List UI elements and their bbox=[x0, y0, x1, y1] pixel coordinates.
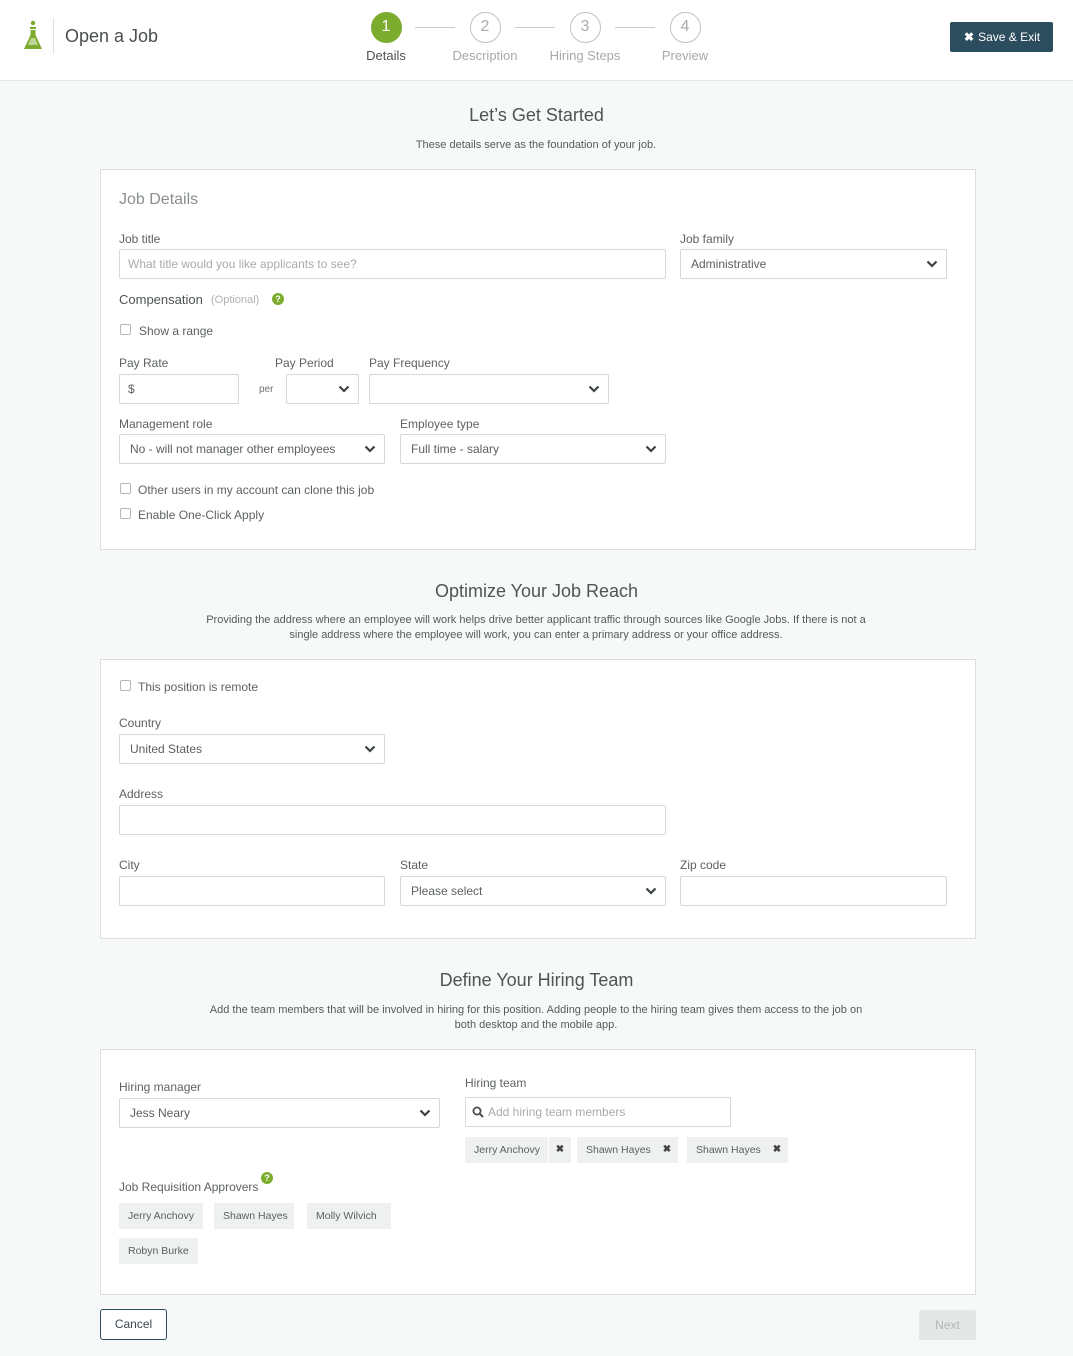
address-label: Address bbox=[119, 787, 164, 801]
page-title: Open a Job bbox=[65, 26, 159, 46]
chevron-down-icon bbox=[645, 444, 657, 454]
employee-type-select[interactable] bbox=[400, 434, 666, 464]
chevron-down-icon bbox=[588, 384, 600, 394]
pay-rate-label: Pay Rate bbox=[119, 356, 169, 370]
close-icon[interactable]: ✖ bbox=[766, 1137, 788, 1163]
clone-label: Other users in my account can clone this job bbox=[138, 483, 375, 497]
approver-chip: Robyn Burke bbox=[119, 1238, 198, 1264]
job-family-label: Job family bbox=[680, 232, 735, 246]
top-bar bbox=[0, 0, 1073, 81]
job-title-label: Job title bbox=[119, 232, 161, 246]
step-number: 1 bbox=[371, 12, 402, 43]
pay-rate-input[interactable]: $ bbox=[119, 374, 239, 404]
hiring-manager-value: Jess Neary bbox=[130, 1106, 191, 1120]
state-label: State bbox=[400, 858, 429, 872]
save-exit-label: Save & Exit bbox=[978, 30, 1041, 44]
approver-chip: Shawn Hayes bbox=[214, 1203, 294, 1229]
step-label: Details bbox=[366, 48, 406, 63]
job-title-input[interactable]: What title would you like applicants to see? bbox=[119, 249, 666, 279]
step-label: Preview bbox=[661, 48, 709, 63]
zip-input[interactable] bbox=[680, 876, 947, 906]
country-value: United States bbox=[130, 742, 203, 756]
country-select[interactable] bbox=[119, 734, 385, 764]
close-icon[interactable]: ✖ bbox=[656, 1137, 678, 1163]
step-description[interactable] bbox=[435, 12, 535, 63]
pay-frequency-select[interactable] bbox=[369, 374, 609, 404]
remote-checkbox[interactable] bbox=[120, 680, 131, 691]
one-click-label: Enable One-Click Apply bbox=[138, 508, 265, 522]
step-number: 2 bbox=[470, 12, 501, 43]
chevron-down-icon bbox=[364, 744, 376, 754]
job-family-select[interactable] bbox=[680, 249, 947, 279]
remote-label: This position is remote bbox=[138, 680, 259, 694]
cancel-button[interactable]: Cancel bbox=[100, 1309, 167, 1340]
zip-label: Zip code bbox=[680, 858, 727, 872]
team-chip: Shawn Hayes bbox=[577, 1137, 662, 1163]
clone-checkbox[interactable] bbox=[120, 483, 131, 494]
section-title-get-started: Let’s Get Started bbox=[469, 105, 604, 125]
hiring-team-search-input[interactable] bbox=[465, 1097, 731, 1127]
show-range-label: Show a range bbox=[139, 324, 214, 338]
step-label: Description bbox=[452, 48, 518, 63]
management-role-value: No - will not manager other employees bbox=[130, 442, 336, 456]
section-subtitle: Add the team members that will be involved in hiring for this position. Adding people to the hiring team gives them access to the job on both desktop and the mobile app. bbox=[209, 1004, 863, 1031]
step-hiring-steps[interactable] bbox=[535, 12, 635, 63]
address-input[interactable] bbox=[119, 805, 666, 835]
section-subtitle: These details serve as the foundation of your job. bbox=[415, 139, 657, 151]
compensation-label: Compensation bbox=[119, 292, 203, 307]
state-value: Please select bbox=[411, 884, 483, 898]
step-details[interactable] bbox=[336, 12, 436, 63]
hiring-team-label: Hiring team bbox=[465, 1076, 527, 1090]
management-role-select[interactable] bbox=[119, 434, 385, 464]
chevron-down-icon bbox=[419, 1108, 431, 1118]
location-card bbox=[100, 659, 976, 939]
pay-period-label: Pay Period bbox=[275, 356, 334, 370]
approver-chip: Molly Wilvich bbox=[307, 1203, 391, 1229]
step-number: 3 bbox=[570, 12, 601, 43]
step-label: Hiring Steps bbox=[549, 48, 621, 63]
section-subtitle: Providing the address where an employee will work helps drive better applicant traffic through sources like Google Jobs. If there is not a single address where the employee will work, you can enter a primary address or your office address. bbox=[206, 614, 866, 641]
hiring-team-placeholder: Add hiring team members bbox=[488, 1105, 626, 1119]
management-role-label: Management role bbox=[119, 417, 213, 431]
chevron-down-icon bbox=[364, 444, 376, 454]
hiring-manager-select[interactable] bbox=[119, 1098, 440, 1128]
close-icon[interactable]: ✖ bbox=[549, 1137, 571, 1163]
card-title: Job Details bbox=[119, 191, 199, 208]
section-title-reach: Optimize Your Job Reach bbox=[434, 581, 639, 601]
optional-label: (Optional) bbox=[211, 294, 260, 306]
close-icon: ✖ bbox=[964, 30, 975, 44]
city-input[interactable] bbox=[119, 876, 385, 906]
search-icon bbox=[472, 1106, 484, 1118]
job-family-value: Administrative bbox=[691, 257, 767, 271]
team-chip: Shawn Hayes bbox=[687, 1137, 766, 1163]
chevron-down-icon bbox=[926, 259, 938, 269]
approver-chip: Jerry Anchovy bbox=[119, 1203, 203, 1229]
chevron-down-icon bbox=[338, 384, 350, 394]
country-label: Country bbox=[119, 716, 162, 730]
employee-type-value: Full time - salary bbox=[411, 442, 500, 456]
pay-frequency-label: Pay Frequency bbox=[369, 356, 450, 370]
flask-icon bbox=[22, 20, 44, 52]
help-icon[interactable]: ? bbox=[272, 293, 284, 305]
help-icon[interactable]: ? bbox=[261, 1172, 273, 1184]
step-preview[interactable] bbox=[635, 12, 735, 63]
next-button[interactable]: Next bbox=[919, 1310, 976, 1340]
chevron-down-icon bbox=[645, 886, 657, 896]
save-exit-button[interactable] bbox=[950, 22, 1053, 52]
approvers-label: Job Requisition Approvers bbox=[119, 1180, 259, 1194]
city-label: City bbox=[119, 858, 140, 872]
one-click-checkbox[interactable] bbox=[120, 508, 131, 519]
employee-type-label: Employee type bbox=[400, 417, 480, 431]
team-chip: Jerry Anchovy bbox=[465, 1137, 548, 1163]
per-label: per bbox=[259, 384, 274, 395]
section-title-team: Define Your Hiring Team bbox=[439, 970, 634, 990]
hiring-team-card bbox=[100, 1049, 976, 1295]
logo-separator bbox=[53, 18, 54, 54]
step-number: 4 bbox=[670, 12, 701, 43]
hiring-manager-label: Hiring manager bbox=[119, 1080, 202, 1094]
show-range-checkbox[interactable] bbox=[120, 324, 131, 335]
pay-period-select[interactable] bbox=[286, 374, 359, 404]
job-details-card bbox=[100, 169, 976, 550]
state-select[interactable] bbox=[400, 876, 666, 906]
